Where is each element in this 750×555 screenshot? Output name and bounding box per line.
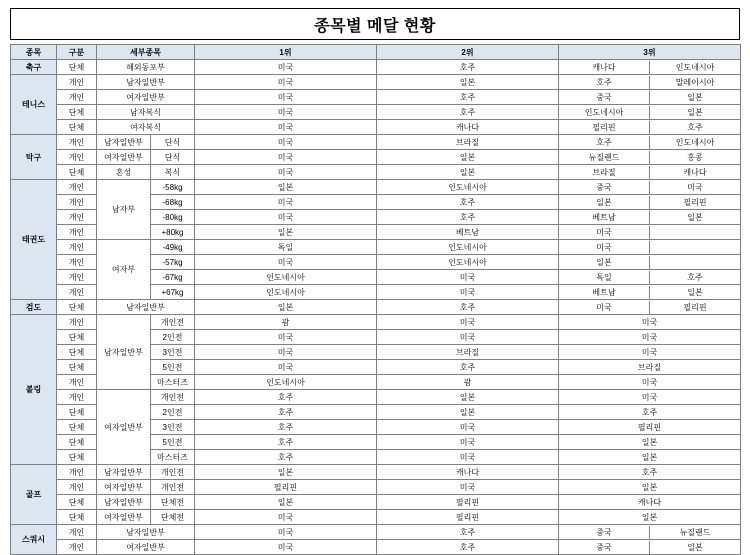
cell-rank1: 일본 <box>195 225 377 240</box>
cell-rank1: 미국 <box>195 345 377 360</box>
cell-rank3-a: 미국 <box>559 301 650 314</box>
table-row <box>11 495 741 510</box>
cell-rank1: 미국 <box>195 105 377 120</box>
cell-rank3-a: 중국 <box>559 91 650 104</box>
cell-sport: 검도 <box>11 300 57 315</box>
cell-subevent: 단체전 <box>151 495 195 510</box>
cell-rank3 <box>559 90 741 105</box>
table-row <box>11 480 741 495</box>
cell-rank3-a: 베트남 <box>559 286 650 299</box>
cell-subevent: 단식 <box>151 150 195 165</box>
table-row <box>11 465 741 480</box>
cell-subevent: 개인전 <box>151 315 195 330</box>
cell-rank2: 호주 <box>377 360 559 375</box>
cell-gubun: 개인 <box>57 210 97 225</box>
cell-rank1: 미국 <box>195 510 377 525</box>
table-row <box>11 150 741 165</box>
cell-rank3-a: 베트남 <box>559 211 650 224</box>
cell-rank2: 미국 <box>377 480 559 495</box>
cell-rank3 <box>559 135 741 150</box>
cell-gubun: 개인 <box>57 285 97 300</box>
cell-rank2: 호주 <box>377 60 559 75</box>
col-header-rank2: 2위 <box>377 45 559 60</box>
cell-rank3-b: 일본 <box>687 212 703 222</box>
cell-subevent-group: 여자복식 <box>97 120 195 135</box>
cell-rank3: 미국 <box>559 345 741 360</box>
cell-rank2: 괌 <box>377 375 559 390</box>
cell-rank1: 괌 <box>195 315 377 330</box>
cell-rank2: 브라질 <box>377 135 559 150</box>
table-row <box>11 525 741 540</box>
cell-rank3-b: 필리핀 <box>683 197 707 207</box>
cell-gubun: 단체 <box>57 450 97 465</box>
cell-rank1: 호주 <box>195 435 377 450</box>
cell-subevent-group: 여자일반부 <box>97 540 195 555</box>
cell-rank3: 미국 <box>559 315 741 330</box>
cell-rank3: 미국 <box>559 375 741 390</box>
cell-rank2: 인도네시아 <box>377 240 559 255</box>
cell-rank3 <box>559 300 741 315</box>
cell-rank3: 일본 <box>559 435 741 450</box>
cell-rank1: 독일 <box>195 240 377 255</box>
cell-gubun: 단체 <box>57 495 97 510</box>
cell-rank3: 호주 <box>559 465 741 480</box>
table-row <box>11 75 741 90</box>
cell-rank1: 미국 <box>195 195 377 210</box>
cell-rank3-b <box>650 241 741 254</box>
cell-subevent: 2인전 <box>151 405 195 420</box>
cell-rank2: 인도네시아 <box>377 255 559 270</box>
col-header-rank1: 1위 <box>195 45 377 60</box>
cell-rank3-a: 일본 <box>559 196 650 209</box>
cell-subevent: -57kg <box>151 255 195 270</box>
cell-rank1: 일본 <box>195 300 377 315</box>
document-title-bar <box>10 8 740 40</box>
cell-rank1: 미국 <box>195 360 377 375</box>
cell-subevent: 마스터즈 <box>151 375 195 390</box>
cell-rank3-a: 중국 <box>559 541 650 554</box>
cell-gubun: 개인 <box>57 195 97 210</box>
cell-subevent: 복식 <box>151 165 195 180</box>
cell-rank3-a: 인도네시아 <box>559 106 650 119</box>
cell-gubun: 개인 <box>57 135 97 150</box>
cell-rank3 <box>559 540 741 555</box>
cell-rank3-a: 브라질 <box>559 166 650 179</box>
cell-rank3 <box>559 180 741 195</box>
cell-gubun: 개인 <box>57 390 97 405</box>
cell-rank2: 미국 <box>377 315 559 330</box>
cell-rank3: 일본 <box>559 480 741 495</box>
cell-rank2: 호주 <box>377 540 559 555</box>
cell-subevent: -67kg <box>151 270 195 285</box>
cell-rank2: 브라질 <box>377 345 559 360</box>
table-header-row <box>11 45 741 60</box>
table-row <box>11 120 741 135</box>
cell-rank3-a: 호주 <box>559 136 650 149</box>
col-header-detail: 세부종목 <box>97 45 195 60</box>
table-row <box>11 180 741 195</box>
cell-subevent-group: 남자일반부 <box>97 300 195 315</box>
cell-rank3-a: 캐나다 <box>559 61 650 74</box>
cell-rank3 <box>559 75 741 90</box>
cell-rank1: 호주 <box>195 450 377 465</box>
cell-gubun: 개인 <box>57 255 97 270</box>
cell-subevent: -68kg <box>151 195 195 210</box>
cell-rank1: 인도네시아 <box>195 270 377 285</box>
cell-gubun: 개인 <box>57 240 97 255</box>
cell-rank1: 필리핀 <box>195 480 377 495</box>
cell-rank2: 일본 <box>377 150 559 165</box>
cell-gubun: 개인 <box>57 90 97 105</box>
cell-gubun: 개인 <box>57 270 97 285</box>
cell-rank2: 호주 <box>377 300 559 315</box>
cell-gubun: 개인 <box>57 180 97 195</box>
cell-sport: 태권도 <box>11 180 57 300</box>
cell-rank3-a: 중국 <box>559 526 650 539</box>
cell-subevent-group: 남자복식 <box>97 105 195 120</box>
cell-subevent-group: 여자일반부 <box>97 90 195 105</box>
cell-rank3-b: 일본 <box>687 107 703 117</box>
cell-rank3-b: 일본 <box>687 287 703 297</box>
table-row <box>11 315 741 330</box>
cell-subevent-group: 여자부 <box>97 240 151 300</box>
cell-rank3 <box>559 150 741 165</box>
cell-subevent: 5인전 <box>151 435 195 450</box>
cell-subevent: -58kg <box>151 180 195 195</box>
cell-sport: 골프 <box>11 465 57 525</box>
cell-rank3 <box>559 165 741 180</box>
cell-rank3-a: 독일 <box>559 271 650 284</box>
cell-rank1: 호주 <box>195 405 377 420</box>
cell-rank1: 인도네시아 <box>195 285 377 300</box>
cell-gubun: 개인 <box>57 150 97 165</box>
cell-subevent: 단체전 <box>151 510 195 525</box>
cell-rank1: 미국 <box>195 165 377 180</box>
col-header-rank3: 3위 <box>559 45 741 60</box>
cell-rank3: 호주 <box>559 405 741 420</box>
cell-rank2: 미국 <box>377 330 559 345</box>
cell-rank1: 미국 <box>195 540 377 555</box>
table-row <box>11 540 741 555</box>
cell-subevent: 3인전 <box>151 345 195 360</box>
cell-rank1: 미국 <box>195 135 377 150</box>
cell-rank3-a: 중국 <box>559 181 650 194</box>
cell-rank3 <box>559 60 741 75</box>
cell-rank3-b: 일본 <box>687 542 703 552</box>
cell-subevent: 3인전 <box>151 420 195 435</box>
cell-rank2: 일본 <box>377 390 559 405</box>
cell-gubun: 단체 <box>57 405 97 420</box>
cell-rank2: 호주 <box>377 90 559 105</box>
cell-gubun: 단체 <box>57 435 97 450</box>
cell-rank1: 미국 <box>195 75 377 90</box>
cell-rank1: 미국 <box>195 525 377 540</box>
cell-subevent-group: 해외동포부 <box>97 60 195 75</box>
cell-gubun: 단체 <box>57 105 97 120</box>
cell-gubun: 단체 <box>57 420 97 435</box>
cell-gubun: 개인 <box>57 225 97 240</box>
cell-rank2: 호주 <box>377 105 559 120</box>
cell-subevent: 2인전 <box>151 330 195 345</box>
cell-rank3-b: 홍콩 <box>687 152 703 162</box>
cell-gubun: 개인 <box>57 315 97 330</box>
cell-rank3-b: 인도네시아 <box>675 62 715 72</box>
cell-rank3-b: 인도네시아 <box>675 137 715 147</box>
cell-sport: 테니스 <box>11 75 57 135</box>
cell-rank3 <box>559 240 741 255</box>
medal-standings-table <box>10 44 741 555</box>
cell-rank3-b: 미국 <box>687 182 703 192</box>
cell-gubun: 개인 <box>57 480 97 495</box>
table-row <box>11 135 741 150</box>
cell-subevent-group: 남자부 <box>97 180 151 240</box>
cell-rank2: 호주 <box>377 195 559 210</box>
cell-rank3: 필리핀 <box>559 420 741 435</box>
cell-rank1: 일본 <box>195 465 377 480</box>
cell-subevent-group: 혼성 <box>97 165 151 180</box>
cell-rank3-b: 뉴질랜드 <box>679 527 711 537</box>
table-row <box>11 165 741 180</box>
cell-gubun: 개인 <box>57 525 97 540</box>
cell-subevent-group: 여자일반부 <box>97 510 151 525</box>
cell-rank3 <box>559 210 741 225</box>
cell-subevent-group: 여자일반부 <box>97 390 151 465</box>
cell-rank2: 미국 <box>377 450 559 465</box>
cell-rank3: 브라질 <box>559 360 741 375</box>
cell-rank3-b: 캐나다 <box>683 167 707 177</box>
cell-rank1: 호주 <box>195 420 377 435</box>
cell-rank3 <box>559 285 741 300</box>
cell-rank3-a: 뉴질랜드 <box>559 151 650 164</box>
table-row <box>11 90 741 105</box>
cell-rank1: 미국 <box>195 210 377 225</box>
cell-rank3 <box>559 525 741 540</box>
cell-subevent: -80kg <box>151 210 195 225</box>
cell-rank3: 미국 <box>559 390 741 405</box>
cell-rank1: 미국 <box>195 255 377 270</box>
cell-rank2: 일본 <box>377 405 559 420</box>
col-header-gubun: 구분 <box>57 45 97 60</box>
cell-subevent: +80kg <box>151 225 195 240</box>
cell-subevent-group: 남자일반부 <box>97 525 195 540</box>
cell-gubun: 단체 <box>57 60 97 75</box>
cell-rank3-a: 호주 <box>559 76 650 89</box>
cell-rank3 <box>559 105 741 120</box>
cell-gubun: 단체 <box>57 360 97 375</box>
cell-rank3-a: 미국 <box>559 226 650 239</box>
cell-rank1: 미국 <box>195 60 377 75</box>
cell-rank2: 필리핀 <box>377 495 559 510</box>
cell-rank1: 미국 <box>195 120 377 135</box>
cell-rank2: 일본 <box>377 75 559 90</box>
cell-rank3-b: 일본 <box>687 92 703 102</box>
cell-rank3 <box>559 120 741 135</box>
cell-rank3-b <box>650 226 741 239</box>
cell-rank1: 일본 <box>195 180 377 195</box>
cell-rank3 <box>559 270 741 285</box>
table-row <box>11 60 741 75</box>
cell-rank3-b: 호주 <box>687 272 703 282</box>
cell-gubun: 개인 <box>57 465 97 480</box>
table-row <box>11 105 741 120</box>
cell-gubun: 개인 <box>57 75 97 90</box>
cell-rank3-a: 일본 <box>559 256 650 269</box>
cell-subevent: 개인전 <box>151 465 195 480</box>
cell-gubun: 단체 <box>57 165 97 180</box>
table-header <box>11 45 741 60</box>
table-row <box>11 390 741 405</box>
cell-subevent: 단식 <box>151 135 195 150</box>
cell-rank3 <box>559 225 741 240</box>
cell-rank2: 호주 <box>377 210 559 225</box>
cell-rank1: 일본 <box>195 495 377 510</box>
cell-rank1: 미국 <box>195 150 377 165</box>
cell-rank3-b: 호주 <box>687 122 703 132</box>
cell-rank2: 호주 <box>377 525 559 540</box>
cell-rank2: 미국 <box>377 435 559 450</box>
cell-rank3-a: 미국 <box>559 241 650 254</box>
cell-subevent-group: 남자일반부 <box>97 75 195 90</box>
cell-rank3-a: 필리핀 <box>559 121 650 134</box>
cell-rank1: 호주 <box>195 390 377 405</box>
cell-rank3: 일본 <box>559 510 741 525</box>
cell-gubun: 단체 <box>57 300 97 315</box>
table-row <box>11 300 741 315</box>
cell-subevent: 5인전 <box>151 360 195 375</box>
cell-subevent-group: 남자일반부 <box>97 135 151 150</box>
cell-rank2: 필리핀 <box>377 510 559 525</box>
cell-rank2: 베트남 <box>377 225 559 240</box>
cell-gubun: 단체 <box>57 120 97 135</box>
cell-gubun: 개인 <box>57 540 97 555</box>
cell-rank1: 인도네시아 <box>195 375 377 390</box>
cell-rank3: 캐나다 <box>559 495 741 510</box>
cell-rank3-b: 말레이시아 <box>675 77 715 87</box>
cell-rank3: 미국 <box>559 330 741 345</box>
cell-subevent: +67kg <box>151 285 195 300</box>
cell-rank2: 캐나다 <box>377 465 559 480</box>
cell-gubun: 단체 <box>57 510 97 525</box>
cell-sport: 축구 <box>11 60 57 75</box>
cell-gubun: 개인 <box>57 375 97 390</box>
cell-sport: 탁구 <box>11 135 57 180</box>
cell-subevent-group: 남자일반부 <box>97 495 151 510</box>
cell-subevent: 개인전 <box>151 480 195 495</box>
cell-rank3 <box>559 255 741 270</box>
cell-rank3: 일본 <box>559 450 741 465</box>
cell-rank1: 미국 <box>195 330 377 345</box>
table-row <box>11 240 741 255</box>
cell-rank1: 미국 <box>195 90 377 105</box>
cell-rank3-b <box>650 256 741 269</box>
table-body <box>11 60 741 555</box>
cell-sport: 볼링 <box>11 315 57 465</box>
cell-subevent: 마스터즈 <box>151 450 195 465</box>
cell-rank2: 캐나다 <box>377 120 559 135</box>
cell-subevent: 개인전 <box>151 390 195 405</box>
cell-rank2: 미국 <box>377 285 559 300</box>
table-row <box>11 510 741 525</box>
cell-rank3-b: 필리핀 <box>683 302 707 312</box>
cell-sport: 스쿼시 <box>11 525 57 555</box>
cell-subevent: -49kg <box>151 240 195 255</box>
cell-subevent-group: 남자일반부 <box>97 315 151 390</box>
cell-gubun: 단체 <box>57 330 97 345</box>
cell-rank2: 인도네시아 <box>377 180 559 195</box>
cell-subevent-group: 여자일반부 <box>97 480 151 495</box>
cell-subevent-group: 남자일반부 <box>97 465 151 480</box>
cell-rank2: 미국 <box>377 420 559 435</box>
cell-gubun: 단체 <box>57 345 97 360</box>
cell-rank2: 미국 <box>377 270 559 285</box>
cell-rank2: 일본 <box>377 165 559 180</box>
cell-rank3 <box>559 195 741 210</box>
page-title: 종목별 메달 현황 <box>314 17 436 35</box>
col-header-sport: 종목 <box>11 45 57 60</box>
cell-subevent-group: 여자일반부 <box>97 150 151 165</box>
